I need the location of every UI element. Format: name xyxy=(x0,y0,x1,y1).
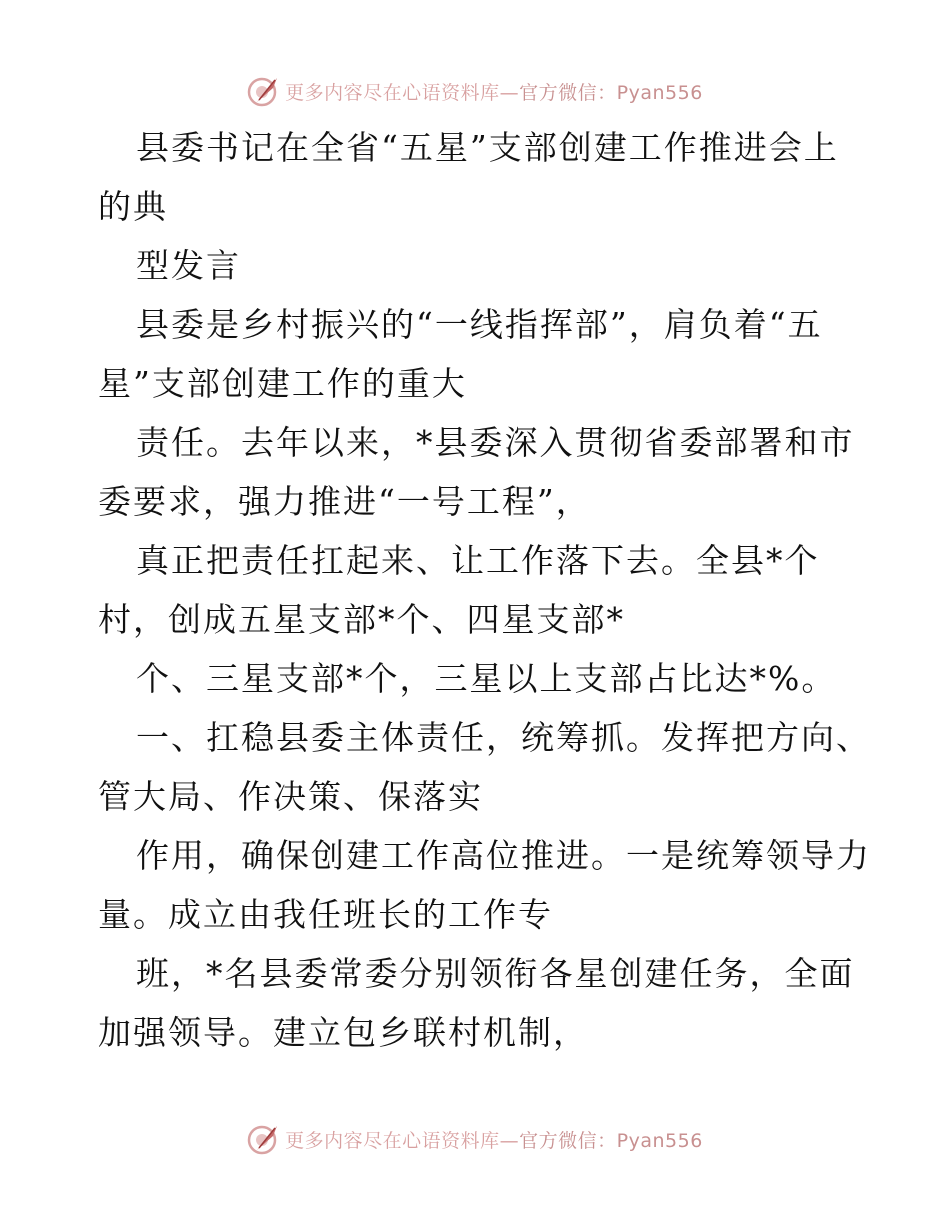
watermark-text: 更多内容尽在心语资料库—官方微信：Pyan556 xyxy=(285,81,703,104)
watermark-footer xyxy=(0,1119,950,1159)
text-line: 的典 xyxy=(98,187,168,226)
quill-logo-icon xyxy=(247,74,281,108)
text-line: 个、三星支部*个，三星以上支部占比达*%。 xyxy=(136,659,837,698)
watermark-header xyxy=(0,71,950,111)
text-line: 村，创成五星支部*个、四星支部* xyxy=(98,600,625,639)
text-line: 量。成立由我任班长的工作专 xyxy=(98,895,553,934)
text-line: 责任。去年以来，*县委深入贯彻省委部署和市 xyxy=(136,423,855,462)
text-line: 委要求，强力推进“一号工程”， xyxy=(98,482,591,521)
text-line: 县委是乡村振兴的“一线指挥部”，肩负着“五 xyxy=(136,305,823,344)
text-line: 县委书记在全省“五星”支部创建工作推进会上 xyxy=(136,128,839,167)
text-line: 作用，确保创建工作高位推进。一是统筹领导力 xyxy=(136,836,871,875)
document-body xyxy=(98,118,871,1062)
quill-logo-icon xyxy=(247,1122,281,1156)
text-line: 型发言 xyxy=(136,246,241,285)
text-line: 加强领导。建立包乡联村机制， xyxy=(98,1013,588,1052)
text-line: 一、扛稳县委主体责任，统筹抓。发挥把方向、 xyxy=(136,718,871,757)
text-line: 班，*名县委常委分别领衔各星创建任务，全面 xyxy=(136,954,855,993)
watermark-text: 更多内容尽在心语资料库—官方微信：Pyan556 xyxy=(285,1129,703,1152)
text-line: 管大局、作决策、保落实 xyxy=(98,777,483,816)
text-line: 星”支部创建工作的重大 xyxy=(98,364,467,403)
text-line: 真正把责任扛起来、让工作落下去。全县*个 xyxy=(136,541,820,580)
